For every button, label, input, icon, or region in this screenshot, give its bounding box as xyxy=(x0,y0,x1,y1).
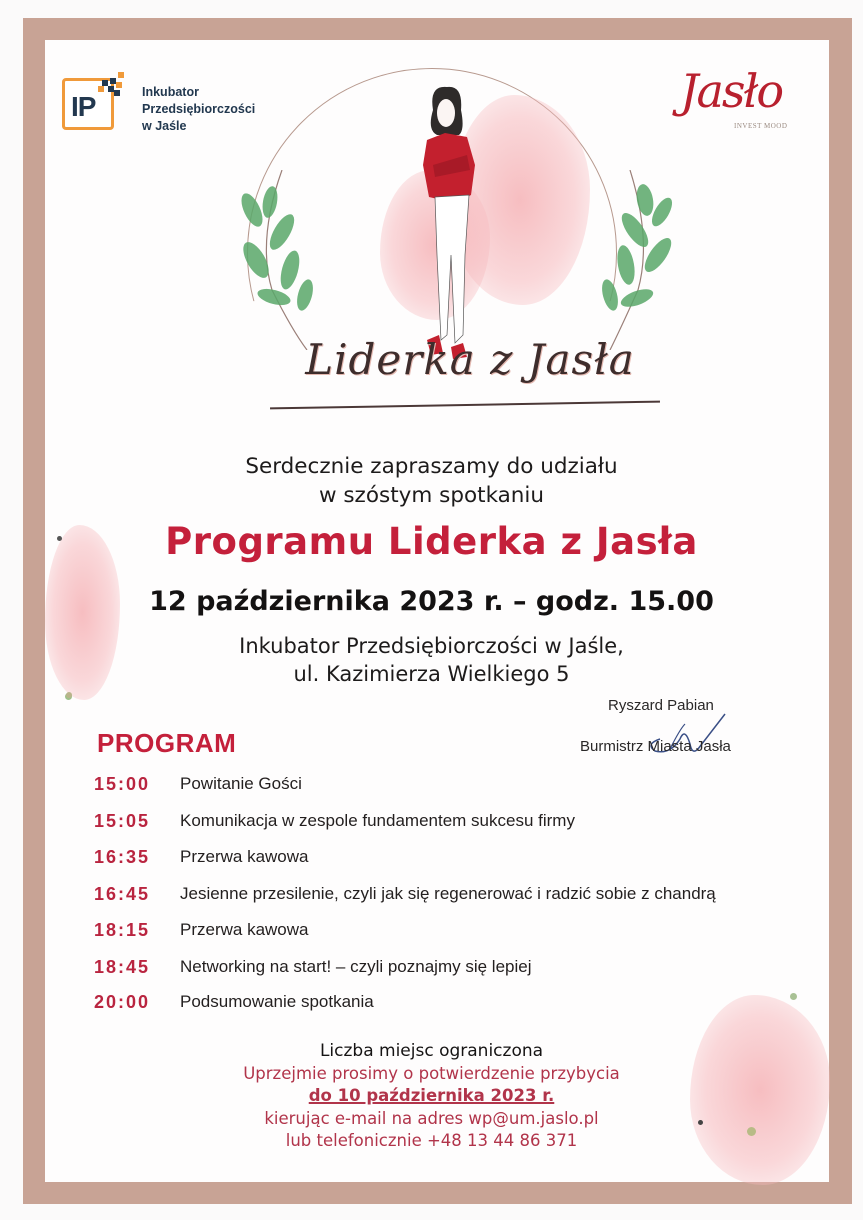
leaf-branch-left-icon xyxy=(232,170,332,350)
agenda-time: 18:45 xyxy=(94,956,151,977)
invitation-text xyxy=(0,452,863,510)
city-tagline: INVEST MOOD xyxy=(734,122,788,130)
agenda-time: 15:05 xyxy=(94,810,151,831)
agenda-item xyxy=(94,845,309,869)
program-name-heading: Programu Liderka z Jasła xyxy=(165,520,698,563)
agenda-title: Networking na start! – czyli poznajmy się lepiej xyxy=(180,957,532,976)
incubator-name-line: Inkubator xyxy=(142,85,199,99)
invitation-line: w szóstym spotkaniu xyxy=(318,483,545,508)
rsvp-section xyxy=(0,1040,863,1153)
incubator-name-line: w Jaśle xyxy=(142,119,187,133)
venue-address: ul. Kazimierza Wielkiego 5 xyxy=(293,662,570,686)
agenda-time: 18:15 xyxy=(94,919,151,940)
agenda-item xyxy=(94,918,309,942)
program-heading: PROGRAM xyxy=(97,728,237,758)
city-wordmark: Jasło xyxy=(680,64,783,118)
agenda-item xyxy=(94,809,575,833)
agenda-time: 20:00 xyxy=(94,991,151,1012)
rsvp-phone[interactable]: lub telefonicznie +48 13 44 86 371 xyxy=(285,1131,578,1150)
seat-limit-notice: Liczba miejsc ograniczona xyxy=(319,1041,544,1061)
agenda-time: 16:35 xyxy=(94,846,151,867)
ip-logo-letters: IP xyxy=(71,91,96,122)
pixel-square-icon xyxy=(114,90,120,96)
leaf-branch-right-icon xyxy=(590,170,680,350)
pixel-square-icon xyxy=(116,82,122,88)
agenda-item xyxy=(94,772,302,796)
rsvp-email[interactable]: kierując e-mail na adres wp@um.jaslo.pl xyxy=(264,1108,599,1128)
rsvp-deadline: do 10 października 2023 r. xyxy=(308,1086,555,1105)
event-venue xyxy=(0,632,863,688)
incubator-logo xyxy=(62,72,292,138)
incubator-name-line: Przedsiębiorczości xyxy=(142,102,256,116)
agenda-title: Komunikacja w zespole fundamentem sukcesu firmy xyxy=(180,811,575,830)
invitation-line: Serdecznie zapraszamy do udziału xyxy=(245,454,618,479)
incubator-name xyxy=(142,84,255,135)
paint-dot xyxy=(790,993,797,1000)
agenda-item xyxy=(94,955,531,979)
event-date-time: 12 października 2023 r. – godz. 15.00 xyxy=(149,586,714,617)
pixel-square-icon xyxy=(98,86,104,92)
script-title: Liderka z Jasła xyxy=(305,335,635,384)
agenda-title: Jesienne przesilenie, czyli jak się regenerować i radzić sobie z chandrą xyxy=(180,884,716,903)
venue-line: Inkubator Przedsiębiorczości w Jaśle, xyxy=(239,634,624,658)
paint-dot xyxy=(66,692,72,698)
agenda-item xyxy=(94,990,374,1014)
agenda-title: Przerwa kawowa xyxy=(180,920,309,939)
agenda-title: Powitanie Gości xyxy=(180,774,302,793)
agenda-item xyxy=(94,882,716,906)
woman-illustration-icon xyxy=(415,85,495,370)
agenda-title: Podsumowanie spotkania xyxy=(180,992,374,1011)
signatory-title: Burmistrz Miasta Jasła xyxy=(580,738,731,755)
agenda-time: 15:00 xyxy=(94,773,151,794)
agenda-title: Przerwa kawowa xyxy=(180,847,309,866)
city-logo xyxy=(680,64,810,144)
rsvp-request: Uprzejmie prosimy o potwierdzenie przybycia xyxy=(243,1063,620,1083)
signatory-name: Ryszard Pabian xyxy=(608,697,714,714)
agenda-time: 16:45 xyxy=(94,883,151,904)
pixel-square-icon xyxy=(118,72,124,78)
